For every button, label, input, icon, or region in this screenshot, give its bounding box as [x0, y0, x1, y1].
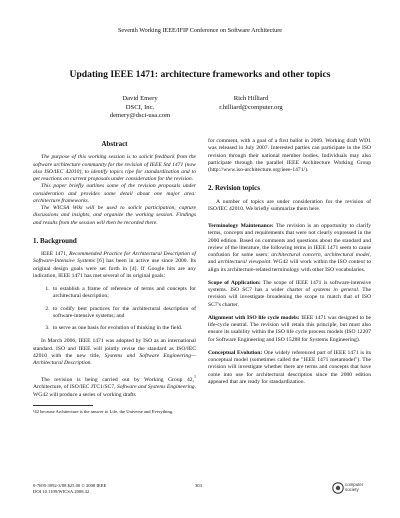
- footnote-rule: [33, 405, 93, 406]
- left-column: [33, 138, 196, 415]
- abstract-heading: Abstract: [101, 140, 128, 148]
- background-paragraph: In March 2006, IEEE 1471 was adopted by ISO as an international standard. ISO and IEEE will jointly revise the standard as ISO/IEC 42010 with the new title, Systems and Software Engineering—Architectural Description.: [33, 338, 196, 366]
- author-email: demery@dsci-usa.com: [109, 112, 171, 120]
- body-paragraph: for comment, with a goal of a first ballot in 2009. Working draft WD1 was released in July 2007. Interested parties can participate in the ISO revision through their national member bodies. Individuals may also participate through the parallel IEEE Architecture Working Group (http://www.iso-architecture.org/ieee-1471/).: [208, 138, 371, 173]
- list-item: 3. to serve as one basis for evolution of thinking in the field.: [51, 325, 196, 332]
- list-item: 1. to establish a frame of reference of terms and concepts for architectural description;: [51, 286, 196, 301]
- footer-isbn: 0-7695-3092-3/08 $25.00 © 2008 IEEE: [33, 483, 107, 488]
- author-block-emery: [80, 95, 200, 121]
- logo-text-line1: computer: [345, 482, 364, 487]
- list-item: 2. to codify best practices for the architectural description of software-intensive systems; and: [51, 306, 196, 321]
- author-org: DSCI, Inc.: [125, 103, 155, 111]
- author-name: David Emery: [122, 95, 158, 102]
- author-email: r.hilliard@computer.org: [219, 103, 283, 111]
- author-block-hilliard: [196, 95, 306, 112]
- topic-terminology: Terminology Maintenance: The revision is an opportunity to clarify terms, concepts and requirements that were not clearly expressed in the 2000 edition. Based on comments and questions about the standard and review of the literature, the following terms in IEEE 1471 seem to cause confusion for some users: architectural concern, architectural model, and architectural viewpoint. WG42 will work within the ISO context to align its architecture-related terminology with other ISO vocabularies.: [208, 223, 371, 273]
- abstract-paragraph: The WICSA Wiki will be used to solicit participation, capture discussions and insights, and organize the working session. Findings and results from the session will then be recorded there.: [33, 205, 196, 226]
- paper-title: Updating IEEE 1471: architecture frameworks and other topics: [69, 69, 331, 80]
- abstract-paragraph: This paper briefly outlines some of the revision proposals under consideration and provides some detail about one major area: architecture frameworks.: [33, 183, 196, 204]
- background-paragraph: The revision is being carried out by Working Group 42,$^1$ Architecture, of ISO/IEC JTC1/SC7, Software and Systems Engineering. WG42 will produce a series of working drafts: [33, 374, 196, 398]
- footer-doi: DOI 10.1109/WICSA.2008.32: [33, 488, 90, 494]
- logo-text-line2: society: [345, 487, 359, 492]
- goals-list: [33, 286, 196, 332]
- topic-conceptual-evolution: Conceptual Evolution: One widely referenced part of IEEE 1471 is its conceptual model (sometimes called the "IEEE 1471 metamodel"). The revision will investigate whether there are terms and concepts that have come into use for architectural description since the 2000 edition appeared that are ready for standardization.: [208, 349, 371, 385]
- page-number: 303: [195, 483, 202, 488]
- topic-scope: Scope of Application: The scope of IEEE 1471 is software-intensive systems. ISO SC7 has a wider charter of systems in general. The revision will investigate broadening the scope to match that of ISO SC7's charter.: [208, 279, 371, 308]
- computer-society-emblem-icon: [332, 481, 344, 495]
- section-heading-background: 1. Background: [33, 236, 77, 245]
- right-column: [208, 138, 371, 392]
- topic-alignment: Alignment with ISO life cycle models: IEEE 1471 was designed to be life-cycle neutral. The revision will retain this principle, but must also ensure its usability within the ISO life cycle process models (ISO 12207 for Software Engineering and ISO 15288 for Systems Engineering).: [208, 314, 371, 343]
- body-paragraph: A number of topics are under consideration for the revision of ISO/IEC 42010. We briefly summarize them here.: [208, 198, 371, 212]
- author-name: Rich Hilliard: [233, 95, 269, 102]
- footnote: ¹42 because Architecture is the answer to Life, the Universe and Everything.: [33, 408, 174, 414]
- abstract-paragraph: The purpose of this working session is to solicit feedback from the software architecture community for the revision of IEEE Std 1471 (now also ISO/IEC 42010), to identify topics ripe for standardization and to get reactions on current proposals under consideration for the revision.: [33, 154, 196, 182]
- background-paragraph: IEEE 1471, Recommended Practice for Architectural Description of Software-Intensive Systems [6] has been in active use since 2000. Its original design goals were set forth in [4]. If Google hits are any indication, IEEE 1471 has met several of its original goals:: [33, 251, 197, 279]
- footer-copyright: [33, 483, 106, 495]
- conference-header: Seventh Working IEEE/IFIP Conference on Software Architecture: [117, 27, 283, 34]
- computer-society-logo: [332, 480, 380, 496]
- abstract: [33, 154, 196, 227]
- section-heading-revision-topics: 2. Revision topics: [208, 184, 260, 193]
